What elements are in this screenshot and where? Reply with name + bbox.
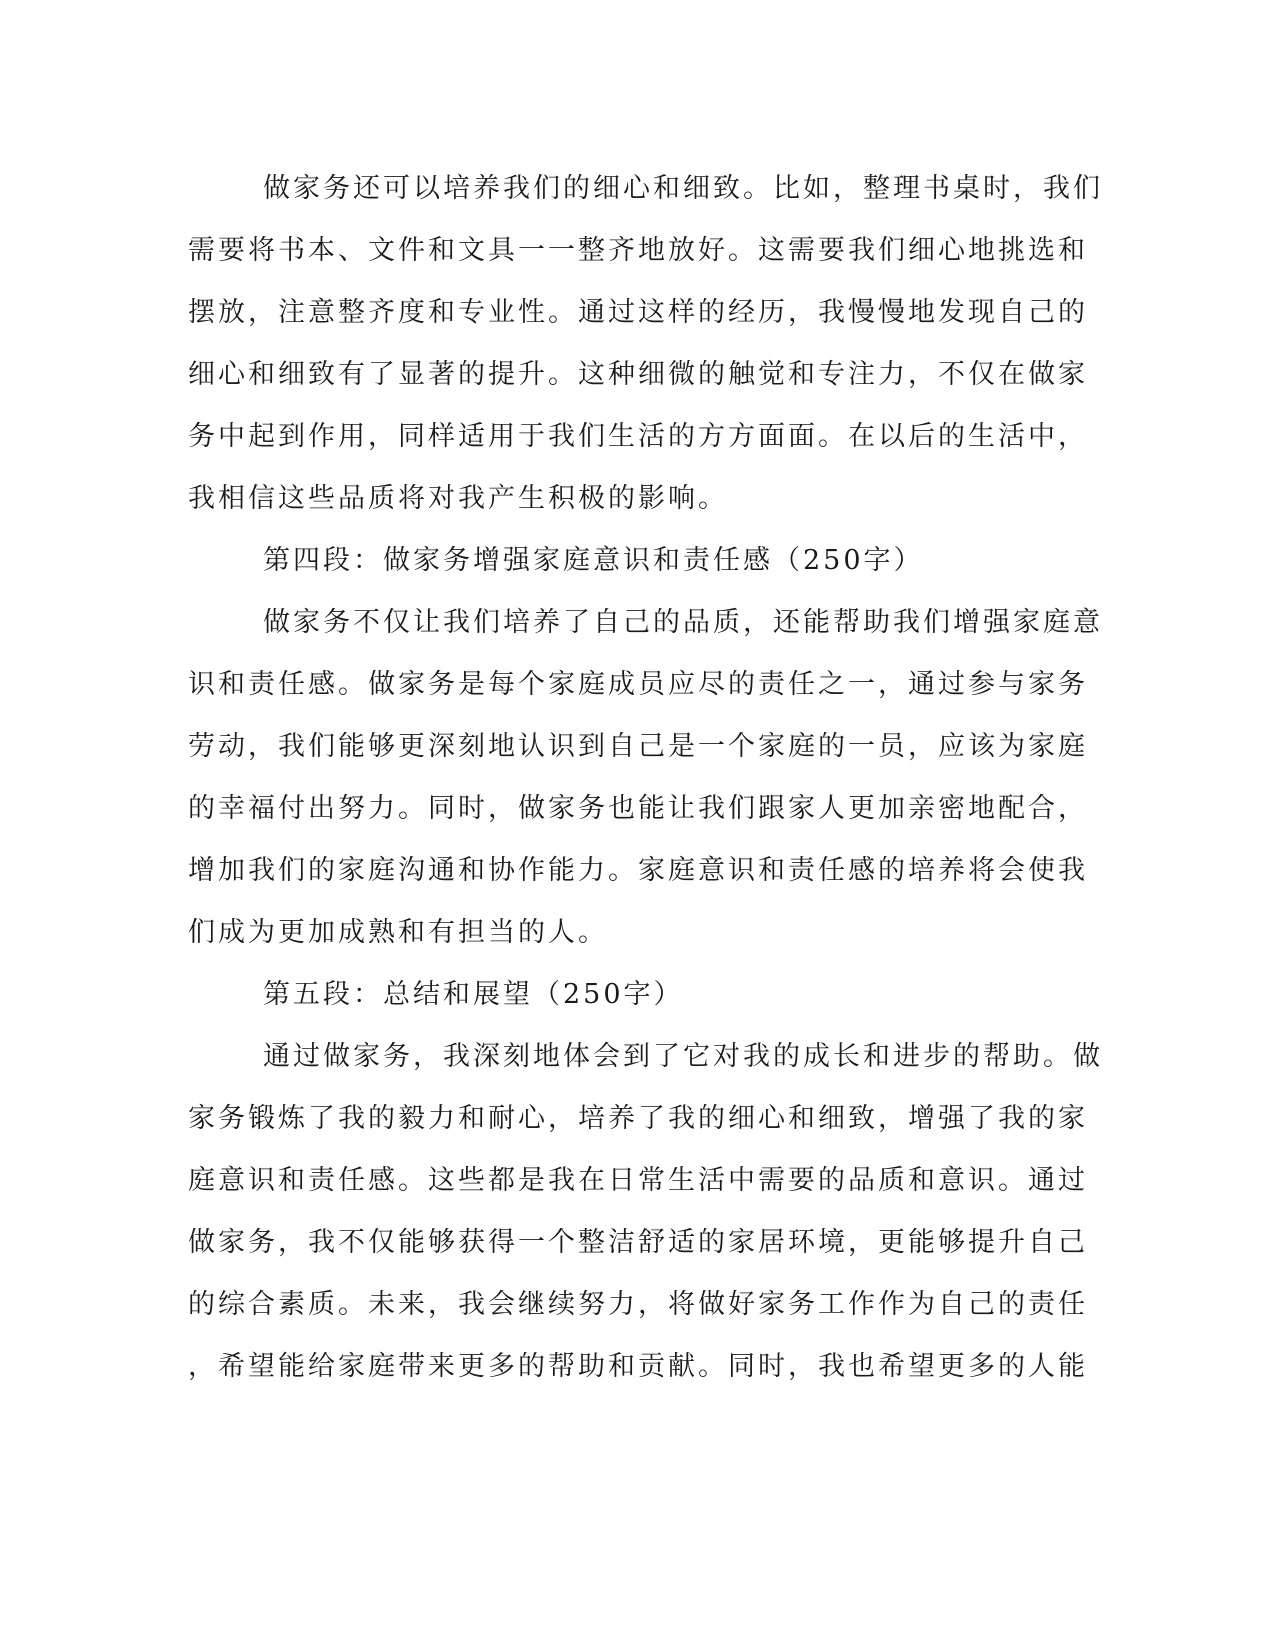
paragraph-5-line-3: 庭意识和责任感。这些都是我在日常生活中需要的品质和意识。通过 — [188, 1165, 1088, 1196]
paragraph-3-line-4: 细心和细致有了显著的提升。这种细微的触觉和专注力，不仅在做家 — [188, 359, 1088, 390]
paragraph-4-line-4: 的幸福付出努力。同时，做家务也能让我们跟家人更加亲密地配合， — [188, 793, 1088, 824]
paragraph-3-line-6: 我相信这些品质将对我产生积极的影响。 — [188, 483, 728, 514]
paragraph-5-line-5: 的综合素质。未来，我会继续努力，将做好家务工作作为自己的责任 — [188, 1289, 1088, 1320]
section-5-heading: 第五段：总结和展望（250字） — [263, 979, 684, 1010]
section-4-heading: 第四段：做家务增强家庭意识和责任感（250字） — [263, 545, 924, 576]
body-text — [188, 158, 1103, 1398]
paragraph-4-line-6: 们成为更加成熟和有担当的人。 — [188, 917, 608, 948]
paragraph-4-line-5: 增加我们的家庭沟通和协作能力。家庭意识和责任感的培养将会使我 — [188, 855, 1088, 886]
paragraph-3-line-1: 做家务还可以培养我们的细心和细致。比如，整理书桌时，我们 — [263, 173, 1103, 204]
paragraph-5-line-6: ，希望能给家庭带来更多的帮助和贡献。同时，我也希望更多的人能 — [188, 1351, 1088, 1382]
paragraph-4-line-2: 识和责任感。做家务是每个家庭成员应尽的责任之一，通过参与家务 — [188, 669, 1088, 700]
paragraph-5-line-4: 做家务，我不仅能够获得一个整洁舒适的家居环境，更能够提升自己 — [188, 1227, 1088, 1258]
paragraph-5-line-2: 家务锻炼了我的毅力和耐心，培养了我的细心和细致，增强了我的家 — [188, 1103, 1088, 1134]
paragraph-3-line-5: 务中起到作用，同样适用于我们生活的方方面面。在以后的生活中， — [188, 421, 1088, 452]
paragraph-3-line-2: 需要将书本、文件和文具一一整齐地放好。这需要我们细心地挑选和 — [188, 235, 1088, 266]
paragraph-4-line-1: 做家务不仅让我们培养了自己的品质，还能帮助我们增强家庭意 — [263, 607, 1103, 638]
paragraph-3-line-3: 摆放，注意整齐度和专业性。通过这样的经历，我慢慢地发现自己的 — [188, 297, 1088, 328]
paragraph-5-line-1: 通过做家务，我深刻地体会到了它对我的成长和进步的帮助。做 — [263, 1041, 1103, 1072]
paragraph-4-line-3: 劳动，我们能够更深刻地认识到自己是一个家庭的一员，应该为家庭 — [188, 731, 1088, 762]
